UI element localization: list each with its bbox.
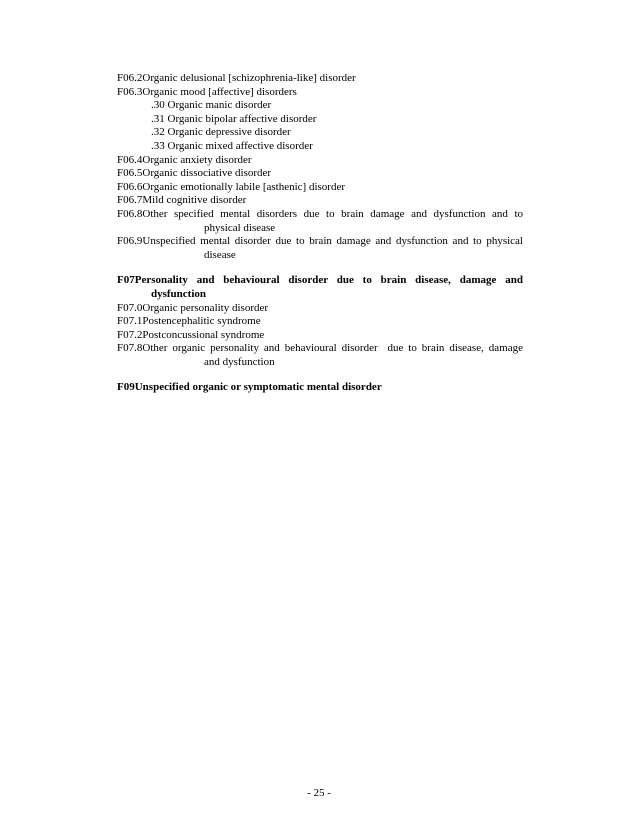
item-code: F06.7 [117, 194, 143, 207]
list-item-f06-2 [117, 72, 523, 86]
list-item-f06-5 [117, 167, 523, 181]
sub-item-f06-31: .31 Organic bipolar affective disorder [151, 112, 317, 125]
item-continuation: physical disease [204, 221, 276, 234]
sub-item-f06-33: .33 Organic mixed affective disorder [151, 139, 313, 152]
heading-text: Personality and behavioural disorder due to brain disease, damage and [134, 274, 523, 287]
list-item-f06-6 [117, 181, 523, 195]
item-code: F07.0 [117, 301, 143, 314]
section-heading-f07 [117, 274, 523, 301]
list-item-f06-9 [117, 235, 523, 262]
page-number: - 25 - [307, 787, 331, 799]
item-first-line [117, 235, 523, 249]
item-text: Mild cognitive disorder [142, 194, 247, 207]
list-item-f06-4 [117, 154, 523, 168]
item-first-line [117, 208, 523, 222]
item-text: Organic personality disorder [142, 301, 269, 314]
heading-code: F07 [117, 274, 135, 287]
list-item-f06-3 [117, 86, 523, 100]
item-text: Organic dissociative disorder [142, 167, 272, 180]
item-code: F06.6 [117, 180, 143, 193]
spacer [117, 262, 523, 274]
item-code: F07.1 [117, 315, 143, 328]
list-item-f07-1 [117, 315, 523, 329]
sub-item-f06-30: .30 Organic manic disorder [151, 99, 272, 112]
item-text: Organic mood [affective] disorders [142, 85, 297, 98]
item-text: Postconcussional syndrome [142, 328, 265, 341]
item-text: Organic emotionally labile [asthenic] disorder [142, 180, 345, 193]
item-code: F06.9 [117, 235, 143, 248]
item-continuation: disease [204, 248, 236, 261]
item-code: F06.3 [117, 85, 143, 98]
item-text: Organic delusional [schizophrenia-like] disorder [142, 72, 356, 84]
item-code: F07.2 [117, 328, 143, 341]
page-content [117, 72, 523, 395]
list-item-f06-7 [117, 194, 523, 208]
list-item-f06-8 [117, 208, 523, 235]
heading-continuation: dysfunction [151, 287, 207, 300]
item-code: F06.5 [117, 167, 143, 180]
item-first-line [117, 342, 523, 356]
list-item-f07-2 [117, 329, 523, 343]
heading-text: Unspecified organic or symptomatic mental disorder [134, 381, 382, 394]
item-continuation: and dysfunction [204, 355, 275, 368]
list-item-f07-8 [117, 342, 523, 369]
spacer [117, 369, 523, 381]
heading-code: F09 [117, 381, 135, 394]
item-code: F07.8 [117, 342, 143, 355]
item-code: F06.8 [117, 207, 143, 220]
section-heading-f09 [117, 381, 523, 395]
item-code: F06.4 [117, 153, 143, 166]
item-text: Organic anxiety disorder [142, 153, 252, 166]
item-text: Unspecified mental disorder due to brain damage and dysfunction and to physical [142, 235, 523, 248]
item-text: Other specified mental disorders due to brain damage and dysfunction and to [142, 207, 523, 220]
sub-item-f06-32: .32 Organic depressive disorder [151, 126, 291, 139]
item-text: Postencephalitic syndrome [142, 315, 261, 328]
item-text: Other organic personality and behavioural disorder due to brain disease, damage [142, 342, 523, 355]
item-code: F06.2 [117, 72, 143, 84]
list-item-f07-0 [117, 302, 523, 316]
heading-first-line [117, 274, 523, 288]
